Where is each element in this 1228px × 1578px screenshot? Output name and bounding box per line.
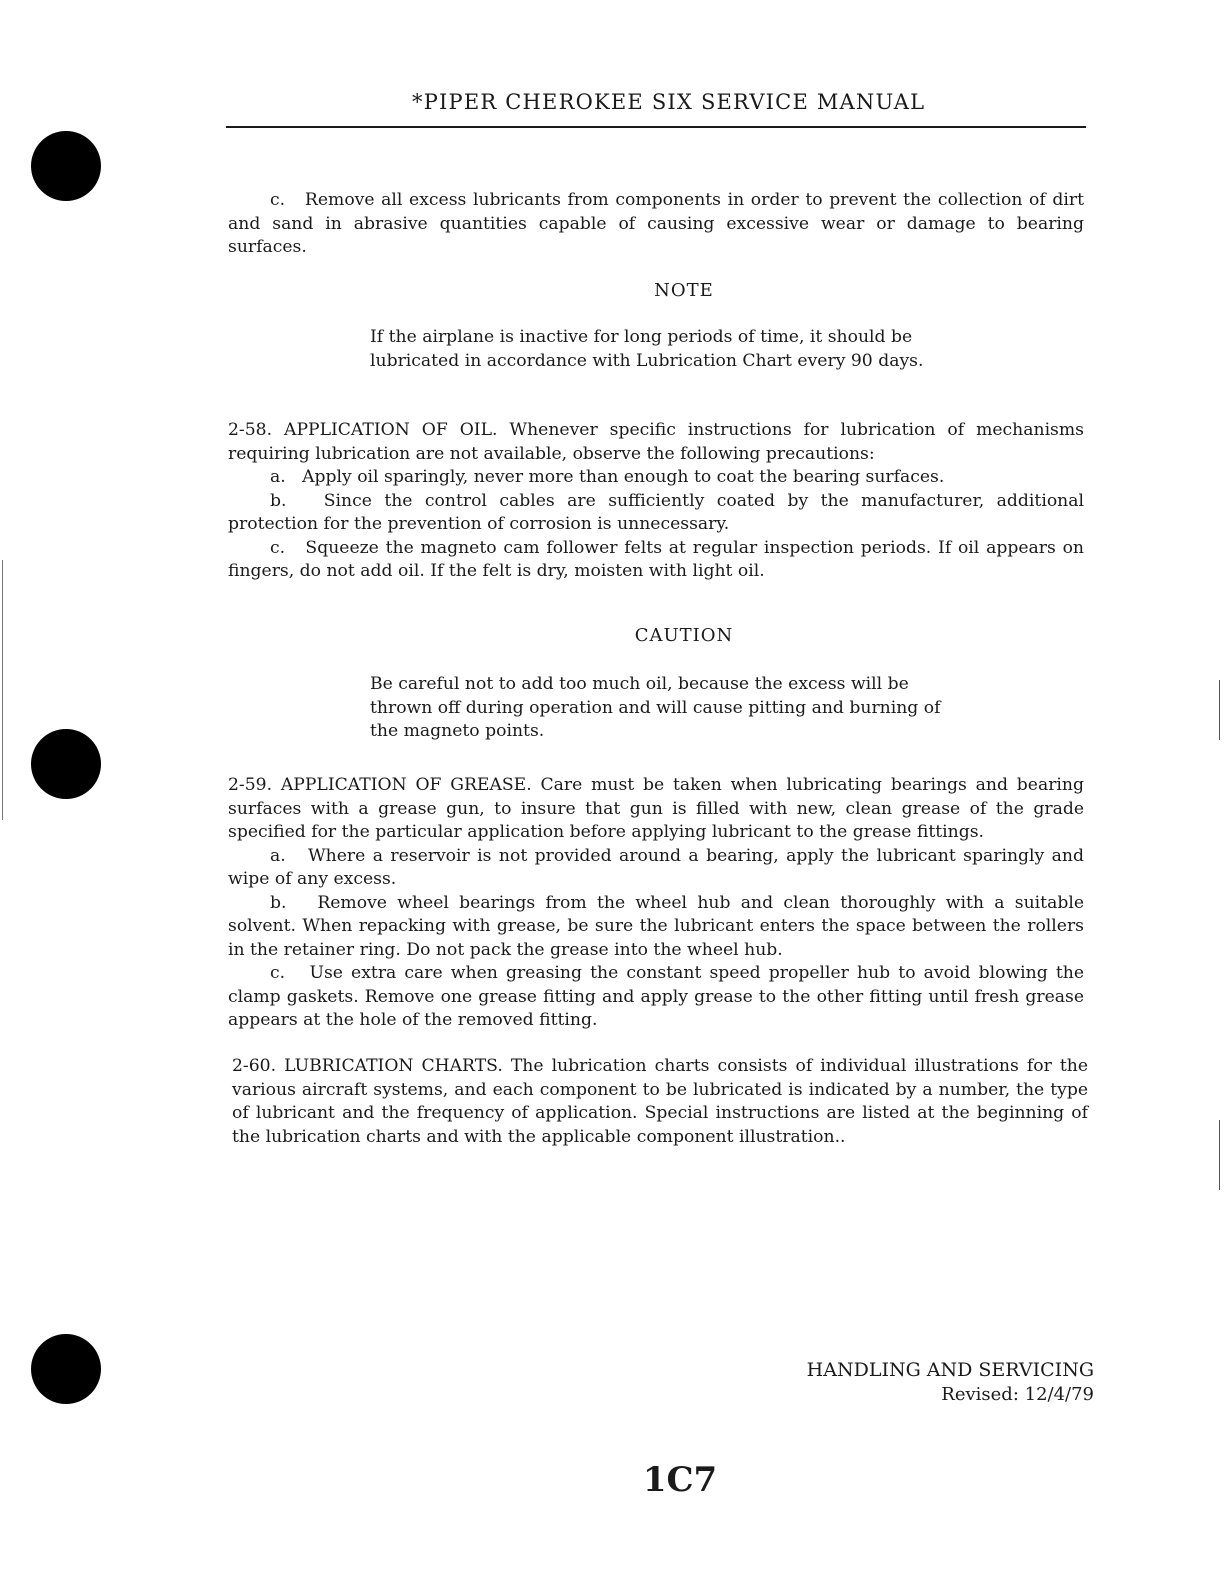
section-2-60-intro: 2-60. LUBRICATION CHARTS. The lubrication charts consists of individual illustrations for the various aircraft systems, and each component to be lubricated is indicated by a number, the type of lubricant and the frequency of application. Special instructions are listed at the beginning of the lubrication charts and with the applicable component illustration.. xyxy=(232,1056,1088,1147)
scan-edge-mark xyxy=(1219,680,1220,740)
note-text: If the airplane is inactive for long periods of time, it should be lubricated in accordance with Lubrication Chart every 90 days. xyxy=(370,327,924,371)
scan-edge-mark xyxy=(2,560,3,820)
page-number: 1C7 xyxy=(642,1460,718,1500)
footer-section-name: HANDLING AND SERVICING xyxy=(806,1359,1094,1381)
section-2-58-intro: 2-58. APPLICATION OF OIL. Whenever specific instructions for lubrication of mechanisms requiring lubrication are not available, observe the following precautions: xyxy=(228,420,1084,464)
section-c-intro xyxy=(228,189,1084,260)
header-rule xyxy=(226,126,1086,128)
caution-heading: CAUTION xyxy=(634,625,734,646)
binder-punch-hole-middle xyxy=(31,729,101,799)
paragraph: c. Remove all excess lubricants from components in order to prevent the collection of dirt and sand in abrasive quantities capable of causing excessive wear or damage to bearing surfaces. xyxy=(228,190,1084,257)
section-2-59-intro: 2-59. APPLICATION OF GREASE. Care must be taken when lubricating bearings and bearing surfaces with a grease gun, to insure that gun is filled with new, clean grease of the grade specified for the particular application before applying lubricant to the grease fittings. xyxy=(228,775,1084,842)
footer-revised-date: Revised: 12/4/79 xyxy=(941,1384,1094,1405)
binder-punch-hole-bottom xyxy=(31,1334,101,1404)
section-2-59-item-c: c. Use extra care when greasing the constant speed propeller hub to avoid blowing the clamp gaskets. Remove one grease fitting and apply grease to the other fitting until fresh grease appears at the hole of the removed fitting. xyxy=(228,963,1084,1030)
note-body xyxy=(370,326,942,373)
section-2-59-item-b: b. Remove wheel bearings from the wheel hub and clean thoroughly with a suitable solvent. When repacking with grease, be sure the lubricant enters the space between the rollers in the retainer ring. Do not pack the grease into the wheel hub. xyxy=(228,892,1084,960)
note-heading: NOTE xyxy=(654,280,714,301)
binder-punch-hole-top xyxy=(31,131,101,201)
caution-body xyxy=(370,673,942,744)
section-2-59 xyxy=(228,774,1084,1033)
section-2-58-item-a: a. Apply oil sparingly, never more than enough to coat the bearing surfaces. xyxy=(270,467,945,487)
section-2-58-item-c: c. Squeeze the magneto cam follower felts at regular inspection periods. If oil appears on fingers, do not add oil. If the felt is dry, moisten with light oil. xyxy=(228,537,1084,581)
caution-text: Be careful not to add too much oil, because the excess will be thrown off during operation and will cause pitting and burning of the magneto points. xyxy=(370,674,941,741)
section-2-60 xyxy=(232,1055,1088,1149)
section-2-58 xyxy=(228,419,1084,584)
section-2-59-item-a: a. Where a reservoir is not provided around a bearing, apply the lubricant sparingly and wipe of any excess. xyxy=(228,845,1084,889)
section-2-58-item-b: b. Since the control cables are sufficiently coated by the manufacturer, additional protection for the prevention of corrosion is unnecessary. xyxy=(228,490,1084,534)
page-header-title: *PIPER CHEROKEE SIX SERVICE MANUAL xyxy=(412,90,926,114)
scan-edge-mark xyxy=(1219,1120,1220,1190)
